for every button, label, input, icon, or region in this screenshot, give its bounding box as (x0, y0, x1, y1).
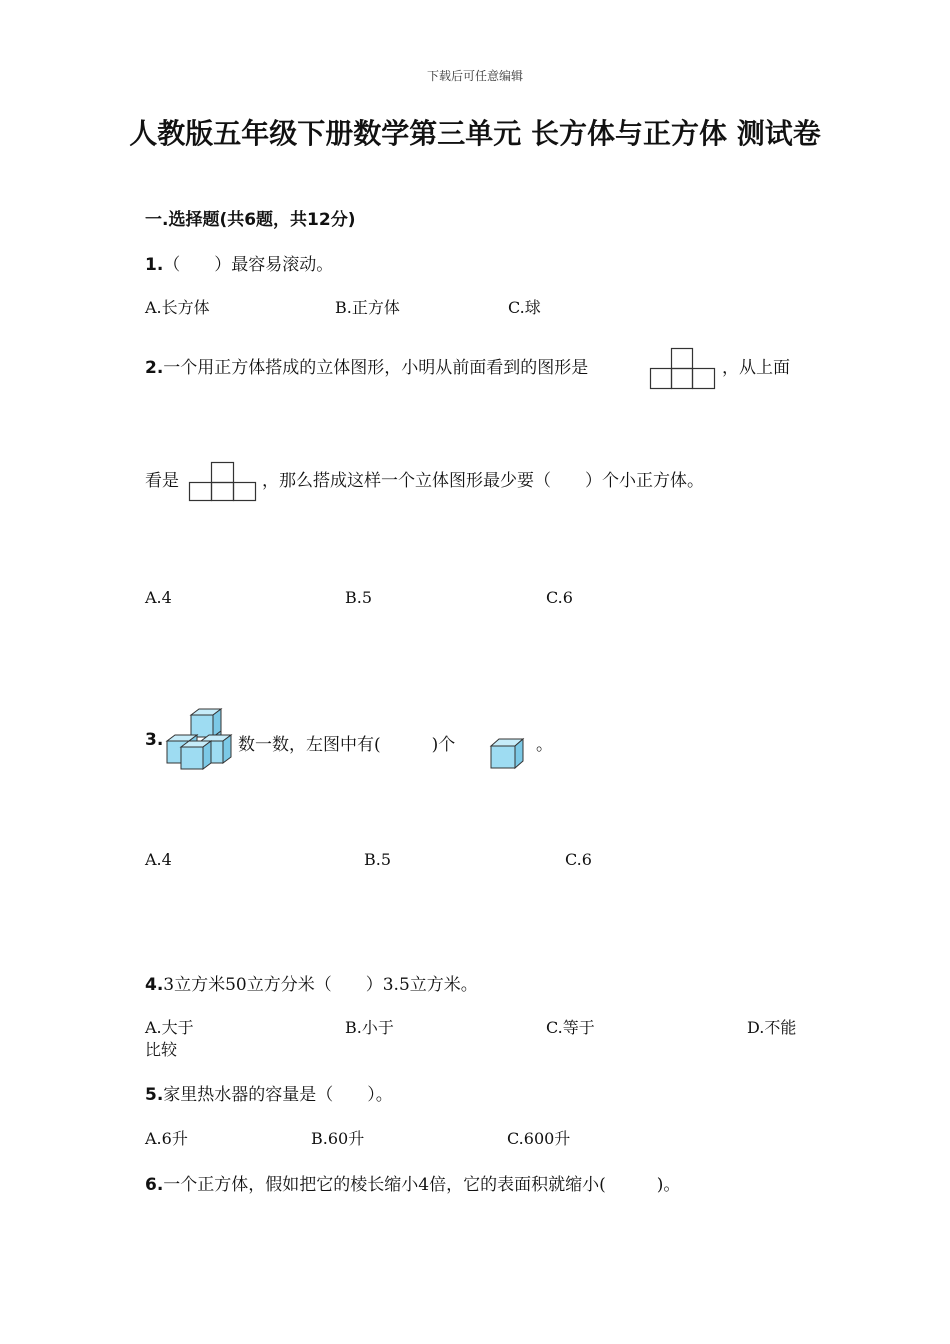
question-number: 5. (145, 1085, 164, 1105)
option-d-continuation: 比较 (145, 1040, 178, 1059)
question-text: 一个用正方体搭成的立体图形，小明从前面看到的图形是 (163, 358, 589, 378)
option-c: C.等于 (546, 1018, 595, 1037)
page-title: 人教版五年级下册数学第三单元 长方体与正方体 测试卷 (129, 117, 821, 150)
question-1 (145, 250, 333, 275)
question-2-line-1 (145, 353, 588, 378)
option-b: B.正方体 (335, 298, 400, 317)
option-b: B.小于 (345, 1018, 394, 1037)
question-number: 3. (145, 730, 164, 750)
question-number: 6. (145, 1175, 164, 1195)
question-4 (145, 970, 478, 995)
question-number: 2. (145, 358, 164, 378)
option-a: A.大于 (145, 1018, 194, 1037)
option-c: C.6 (565, 850, 592, 869)
question-text: （ ）最容易滚动。 (163, 255, 334, 275)
option-c: C.球 (508, 298, 541, 317)
option-c: C.600升 (507, 1129, 571, 1148)
question-2-tail: ，从上面 (722, 358, 790, 378)
question-2-line-2-start: 看是 (145, 471, 179, 491)
question-3-text: 数一数，左图中有( )个 (238, 735, 456, 755)
unit-cube-figure-icon (490, 738, 526, 770)
question-text: 3立方米50立方分米（ ）3.5立方米。 (163, 975, 478, 995)
option-a: A.6升 (145, 1129, 188, 1148)
option-b: B.60升 (311, 1129, 365, 1148)
question-3-tail: 。 (536, 735, 553, 755)
option-b: B.5 (364, 850, 392, 869)
front-view-figure-icon (650, 348, 718, 390)
question-6 (145, 1170, 680, 1195)
header-note: 下载后可任意编辑 (426, 69, 523, 83)
section-heading: 一.选择题(共6题，共12分) (145, 210, 356, 230)
option-a: A.4 (145, 850, 172, 869)
question-3-number (145, 730, 163, 750)
question-text: 家里热水器的容量是（ ）。 (163, 1085, 393, 1105)
question-text: 一个正方体，假如把它的棱长缩小4倍，它的表面积就缩小( )。 (163, 1175, 681, 1195)
option-c: C.6 (546, 588, 573, 607)
option-d: D.不能 (747, 1018, 797, 1037)
option-a: A.4 (145, 588, 172, 607)
question-2-line-2: ，那么搭成这样一个立体图形最少要（ ）个小正方体。 (262, 471, 704, 491)
question-5 (145, 1080, 393, 1105)
question-number: 4. (145, 975, 164, 995)
option-a: A.长方体 (145, 298, 210, 317)
option-b: B.5 (345, 588, 373, 607)
top-view-figure-icon (189, 462, 257, 502)
question-number: 1. (145, 255, 164, 275)
cube-stack-figure-icon (165, 707, 237, 773)
